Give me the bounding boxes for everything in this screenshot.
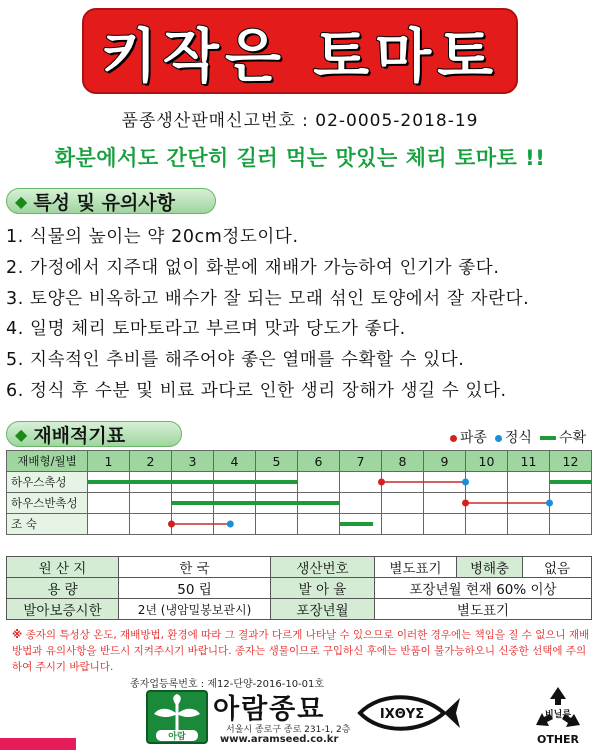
origin-label: 원 산 지 [7, 557, 119, 578]
warning-notice [12, 627, 592, 675]
tagline: 화분에서도 간단히 길러 먹는 맛있는 체리 토마토 !! [54, 146, 546, 170]
quantity-label: 용 량 [7, 578, 119, 599]
legend-harvest: 수확 [540, 427, 586, 447]
harvest-bar-icon [540, 436, 556, 440]
guarantee-value: 2년 (냉암밀봉보관시) [119, 599, 271, 620]
germination-label: 발 아 율 [271, 578, 375, 599]
recycle-type: OTHER [536, 733, 580, 746]
packdate-value: 별도표기 [375, 599, 592, 620]
ichthys-fish-icon [356, 690, 464, 736]
feature-item: 6. 정식 후 수분 및 비료 과다로 인한 생리 장해가 생길 수 있다. [6, 380, 507, 401]
guarantee-label: 발아보증시한 [7, 599, 119, 620]
brand-address: 서울시 종로구 종로 231-1, 2층 [226, 725, 351, 735]
month-header: 12 [550, 451, 592, 472]
packdate-label: 포장년월 [271, 599, 375, 620]
seed-info-table [6, 556, 592, 620]
schedule-heading [6, 421, 182, 447]
month-header: 10 [466, 451, 508, 472]
origin-value: 한 국 [119, 557, 271, 578]
month-header: 8 [382, 451, 424, 472]
schedule-heading-label: 재배적기표 [33, 424, 126, 447]
feature-item: 3. 토양은 비옥하고 배수가 잘 되는 모래 섞인 토양에서 잘 자란다. [6, 288, 530, 309]
info-row [7, 599, 592, 620]
legend-sowing: 파종 [450, 427, 487, 447]
month-header: 2 [130, 451, 172, 472]
schedule-row [7, 493, 592, 514]
info-row [7, 578, 592, 599]
warning-mark: ※ [12, 629, 23, 641]
month-header: 11 [508, 451, 550, 472]
lot-value: 별도표기 [375, 557, 457, 578]
month-header: 5 [256, 451, 298, 472]
recycle-label: 비닐류 [544, 710, 572, 720]
feature-item: 2. 가정에서 지주대 없이 화분에 재배가 가능하여 인기가 좋다. [6, 257, 500, 278]
month-header: 7 [340, 451, 382, 472]
recycle-vinyl-icon [530, 683, 586, 747]
schedule-header-row [7, 451, 592, 472]
schedule-row-label: 하우스촉성 [7, 472, 88, 493]
sowing-dot-icon [450, 435, 457, 442]
schedule-table [6, 450, 592, 535]
feature-item: 5. 지속적인 추비를 해주어야 좋은 열매를 수확할 수 있다. [6, 350, 465, 371]
brand-url: www.aramseed.co.kr [220, 734, 339, 745]
corner-label: 재배형/월별 [7, 451, 88, 472]
logo-text: 아람 [168, 732, 186, 742]
month-header: 4 [214, 451, 256, 472]
schedule-row [7, 514, 592, 535]
decorative-pink-bar [0, 738, 76, 750]
feature-item: 4. 일명 체리 토마토라고 부르며 맛과 당도가 좋다. [6, 319, 406, 340]
features-list [6, 222, 600, 407]
schedule-row [7, 472, 592, 493]
legend-planting: 정식 [495, 427, 532, 447]
seed-business-registration: 종자업등록번호 : 제12-단양-2016-10-01호 [130, 679, 325, 690]
product-title: 키작은 토마토 [100, 22, 500, 90]
title-banner [82, 8, 518, 94]
registration-number: 품종생산판매신고번호 : 02-0005-2018-19 [121, 111, 479, 131]
sprout-logo-icon [148, 692, 206, 742]
month-header: 9 [424, 451, 466, 472]
diamond-bullet-icon: ◆ [15, 424, 28, 444]
schedule-row-label: 조 숙 [7, 514, 88, 535]
feature-item: 1. 식물의 높이는 약 20cm정도이다. [6, 227, 299, 247]
planting-dot-icon [495, 435, 502, 442]
features-heading-label: 특성 및 유의사항 [33, 191, 176, 214]
pest-label: 병해충 [457, 557, 523, 578]
quantity-value: 50 립 [119, 578, 271, 599]
features-heading [6, 188, 216, 214]
pest-value: 없음 [523, 557, 592, 578]
diamond-bullet-icon: ◆ [15, 191, 28, 211]
brand-name: 아람종묘 [213, 694, 326, 725]
ichthys-text: IXΘYΣ [379, 707, 425, 722]
month-header: 3 [172, 451, 214, 472]
month-header: 6 [298, 451, 340, 472]
aram-logo [146, 690, 208, 744]
germination-value: 포장년월 현재 60% 이상 [375, 578, 592, 599]
lot-label: 생산번호 [271, 557, 375, 578]
schedule-legend [450, 427, 586, 447]
info-row [7, 557, 592, 578]
month-header: 1 [88, 451, 130, 472]
warning-text: 종자의 특성상 온도, 재배방법, 환경에 따라 그 결과가 다르게 나타날 수 있으므로 이러한 경우에는 책임을 질 수 없으니 재배방법과 유의사항을 반드시 지켜주시기 바랍니다. 종자는 생물이므로 구입하신 후에는 반품이 불가능하오니 신중한 선택에 주의하여 주시기 바랍니다. [12, 629, 590, 673]
schedule-row-label: 하우스반촉성 [7, 493, 88, 514]
